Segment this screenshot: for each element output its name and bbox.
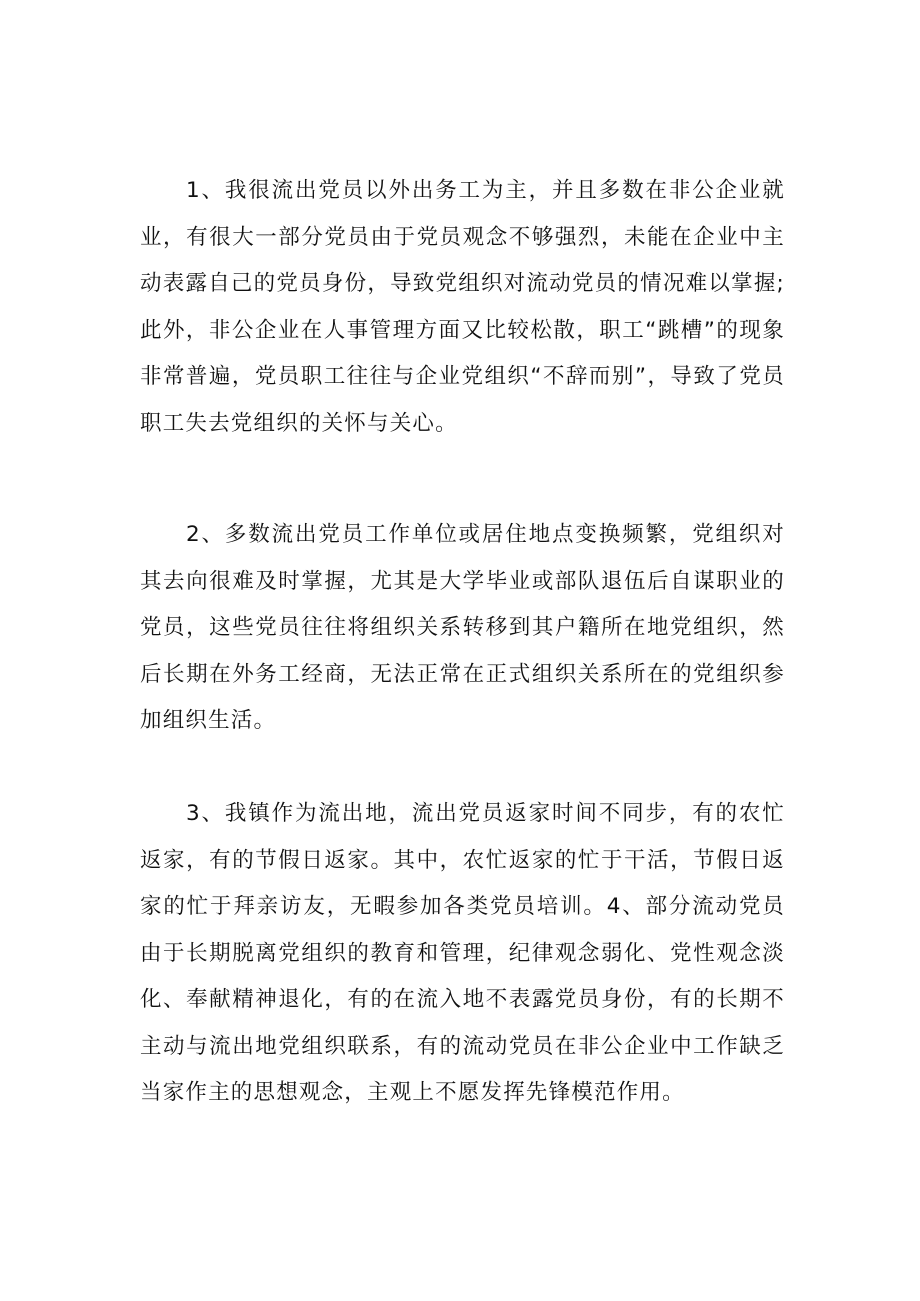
- paragraph-3: 3、我镇作为流出地，流出党员返家时间不同步，有的农忙返家，有的节假日返家。其中，农忙返家的忙于干活，节假日返家的忙于拜亲访友，无暇参加各类党员培训。4、部分流动党员由于长期脱离党组织的教育和管理，纪律观念弱化、党性观念淡化、奉献精神退化，有的在流入地不表露党员身份，有的长期不主动与流出地党组织联系，有的流动党员在非公企业中工作缺乏当家作主的思想观念，主观上不愿发挥先锋模范作用。: [140, 801, 785, 1105]
- paragraph-1: 1、我很流出党员以外出务工为主，并且多数在非公企业就业，有很大一部分党员由于党员观念不够强烈，未能在企业中主动表露自己的党员身份，导致党组织对流动党员的情况难以掌握;此外，非公企业在人事管理方面又比较松散，职工“跳槽”的现象非常普遍，党员职工往往与企业党组织“不辞而别”，导致了党员职工失去党组织的关怀与关心。: [140, 178, 785, 436]
- paragraph-2: 2、多数流出党员工作单位或居住地点变换频繁，党组织对其去向很难及时掌握，尤其是大学毕业或部队退伍后自谋职业的党员，这些党员往往将组织关系转移到其户籍所在地党组织，然后长期在外务工经商，无法正常在正式组织关系所在的党组织参加组织生活。: [140, 522, 785, 733]
